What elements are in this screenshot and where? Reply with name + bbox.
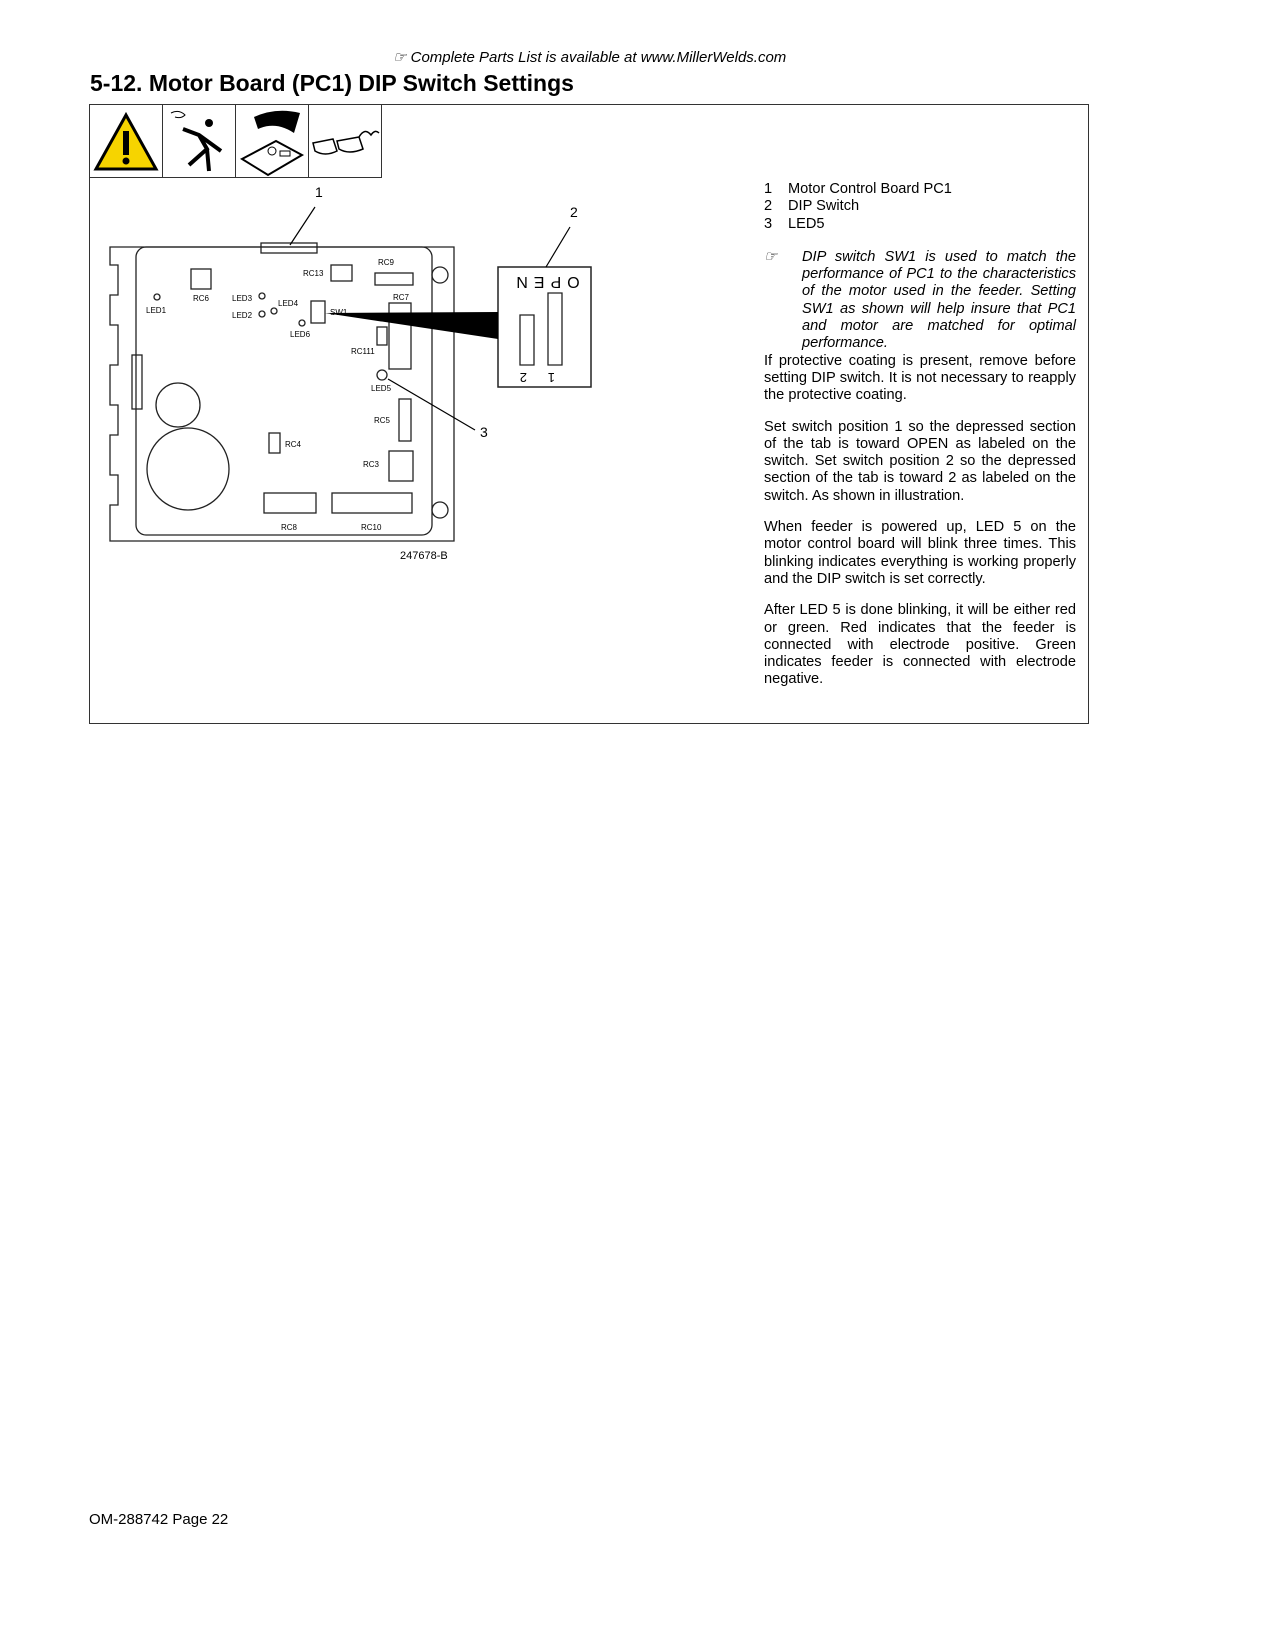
safety-icons xyxy=(90,105,382,178)
label-rc8: RC8 xyxy=(281,523,298,532)
legend-number: 1 xyxy=(764,181,773,197)
note-text: DIP switch SW1 is used to match the performance of PC1 to the characteristics of the motor used in the feeder. Setting SW1 as shown will help insure that PC1 and motor are matched for optimal performance. xyxy=(802,248,1076,352)
legend-label: LED5 xyxy=(788,215,825,232)
static-sensitive-board-icon xyxy=(236,105,309,177)
label-led1: LED1 xyxy=(146,306,167,315)
switch-open-label: OPEN xyxy=(510,273,580,290)
label-rc10: RC10 xyxy=(361,523,382,532)
section-title: 5-12. Motor Board (PC1) DIP Switch Settings xyxy=(90,70,574,96)
label-led5: LED5 xyxy=(371,384,392,393)
part-number: 247678-B xyxy=(400,550,448,562)
safety-glasses-icon xyxy=(309,105,381,177)
callout-1: 1 xyxy=(315,184,323,200)
label-rc6: RC6 xyxy=(193,294,210,303)
dip-switch-note xyxy=(764,249,1076,353)
page-footer: OM-288742 Page 22 xyxy=(89,1511,229,1528)
callout-2: 2 xyxy=(570,204,578,220)
label-rc5: RC5 xyxy=(374,416,391,425)
paragraph: When feeder is powered up, LED 5 on the motor control board will blink three times. This blinking indicates everything is working properly and the DIP switch is set correctly. xyxy=(764,519,1076,587)
parts-list-note: ☞ Complete Parts List is available at www.MillerWelds.com xyxy=(393,49,787,66)
paragraph: After LED 5 is done blinking, it will be either red or green. Red indicates that the feeder is connected with electrode positive. Green indicates feeder is connected with electrode negative. xyxy=(764,602,1076,688)
label-led3: LED3 xyxy=(232,294,253,303)
legend-item xyxy=(764,216,1076,233)
label-rc4: RC4 xyxy=(285,440,302,449)
legend-number: 2 xyxy=(764,198,773,215)
callout-3: 3 xyxy=(480,424,488,440)
label-led4: LED4 xyxy=(278,299,299,308)
label-rc111: RC111 xyxy=(351,347,375,356)
motor-board-diagram xyxy=(90,175,610,575)
legend-number: 3 xyxy=(764,215,773,232)
label-rc13: RC13 xyxy=(303,269,324,278)
label-led6: LED6 xyxy=(290,330,311,339)
paragraph: If protective coating is present, remove before setting DIP switch. It is not necessary to reapply the protective coating. xyxy=(764,352,1076,404)
legend-list xyxy=(764,181,1076,233)
legend-label: DIP Switch xyxy=(788,198,860,215)
paragraph: Set switch position 1 so the depressed section of the tab is toward OPEN as labeled on the switch. Set switch position 2 so the depressed section of the tab is toward 2 as labeled on the switch. As shown in illustration. xyxy=(764,418,1076,504)
label-rc3: RC3 xyxy=(363,460,380,469)
legend-item xyxy=(764,198,1076,215)
pointing-hand-icon: ☞ xyxy=(764,248,778,265)
parts-list-note-text: Complete Parts List is available at www.MillerWelds.com xyxy=(410,49,787,66)
label-sw1: SW1 xyxy=(330,308,348,317)
switch-1-label: 1 xyxy=(547,370,555,385)
instructions xyxy=(764,181,1076,703)
label-rc9: RC9 xyxy=(378,258,395,267)
warning-icon xyxy=(90,105,163,177)
label-led2: LED2 xyxy=(232,311,253,320)
legend-label: Motor Control Board PC1 xyxy=(788,181,952,197)
electric-shock-icon xyxy=(163,105,236,177)
section-box xyxy=(89,104,1089,724)
legend-item xyxy=(764,181,1076,198)
switch-2-label: 2 xyxy=(519,370,527,385)
label-rc7: RC7 xyxy=(393,293,410,302)
